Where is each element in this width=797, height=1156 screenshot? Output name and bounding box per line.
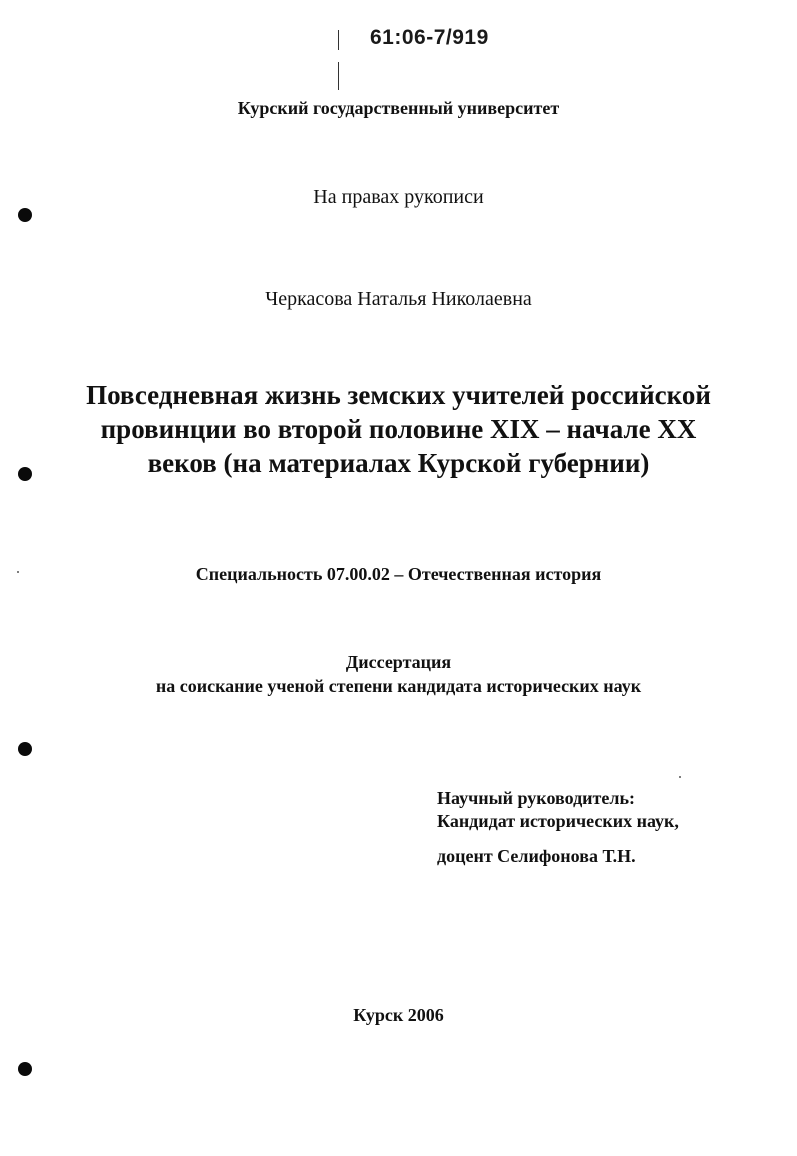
university-name: Курский государственный университет <box>237 98 560 118</box>
binding-hole-1 <box>18 208 32 222</box>
supervisor-label: Научный руководитель: <box>437 788 635 808</box>
dissertation-title <box>0 378 797 480</box>
archive-stamp-code: 61:06-7/919 <box>370 26 489 49</box>
supervisor-degree: Кандидат исторических наук, <box>437 811 679 831</box>
degree-purpose: на соискание ученой степени кандидата исторических наук <box>155 676 642 696</box>
scan-speck <box>679 776 681 778</box>
supervisor-block <box>437 787 679 868</box>
dissertation-label: Диссертация <box>345 652 452 672</box>
author-name: Черкасова Наталья Николаевна <box>265 288 532 310</box>
city-year: Курск 2006 <box>353 1005 444 1025</box>
binding-hole-3 <box>18 742 32 756</box>
stamp-line-left-bottom <box>338 62 339 90</box>
title-line-2: провинции во второй половине XIX – начале XX <box>100 414 697 444</box>
specialty: Специальность 07.00.02 – Отечественная история <box>195 564 602 584</box>
manuscript-note: На правах рукописи <box>313 186 484 208</box>
title-line-1: Повседневная жизнь земских учителей российской <box>86 380 711 410</box>
supervisor-name: доцент Селифонова Т.Н. <box>437 846 636 866</box>
stamp-line-left-top <box>338 30 339 50</box>
title-line-3: веков (на материалах Курской губернии) <box>147 448 650 478</box>
binding-hole-4 <box>18 1062 32 1076</box>
